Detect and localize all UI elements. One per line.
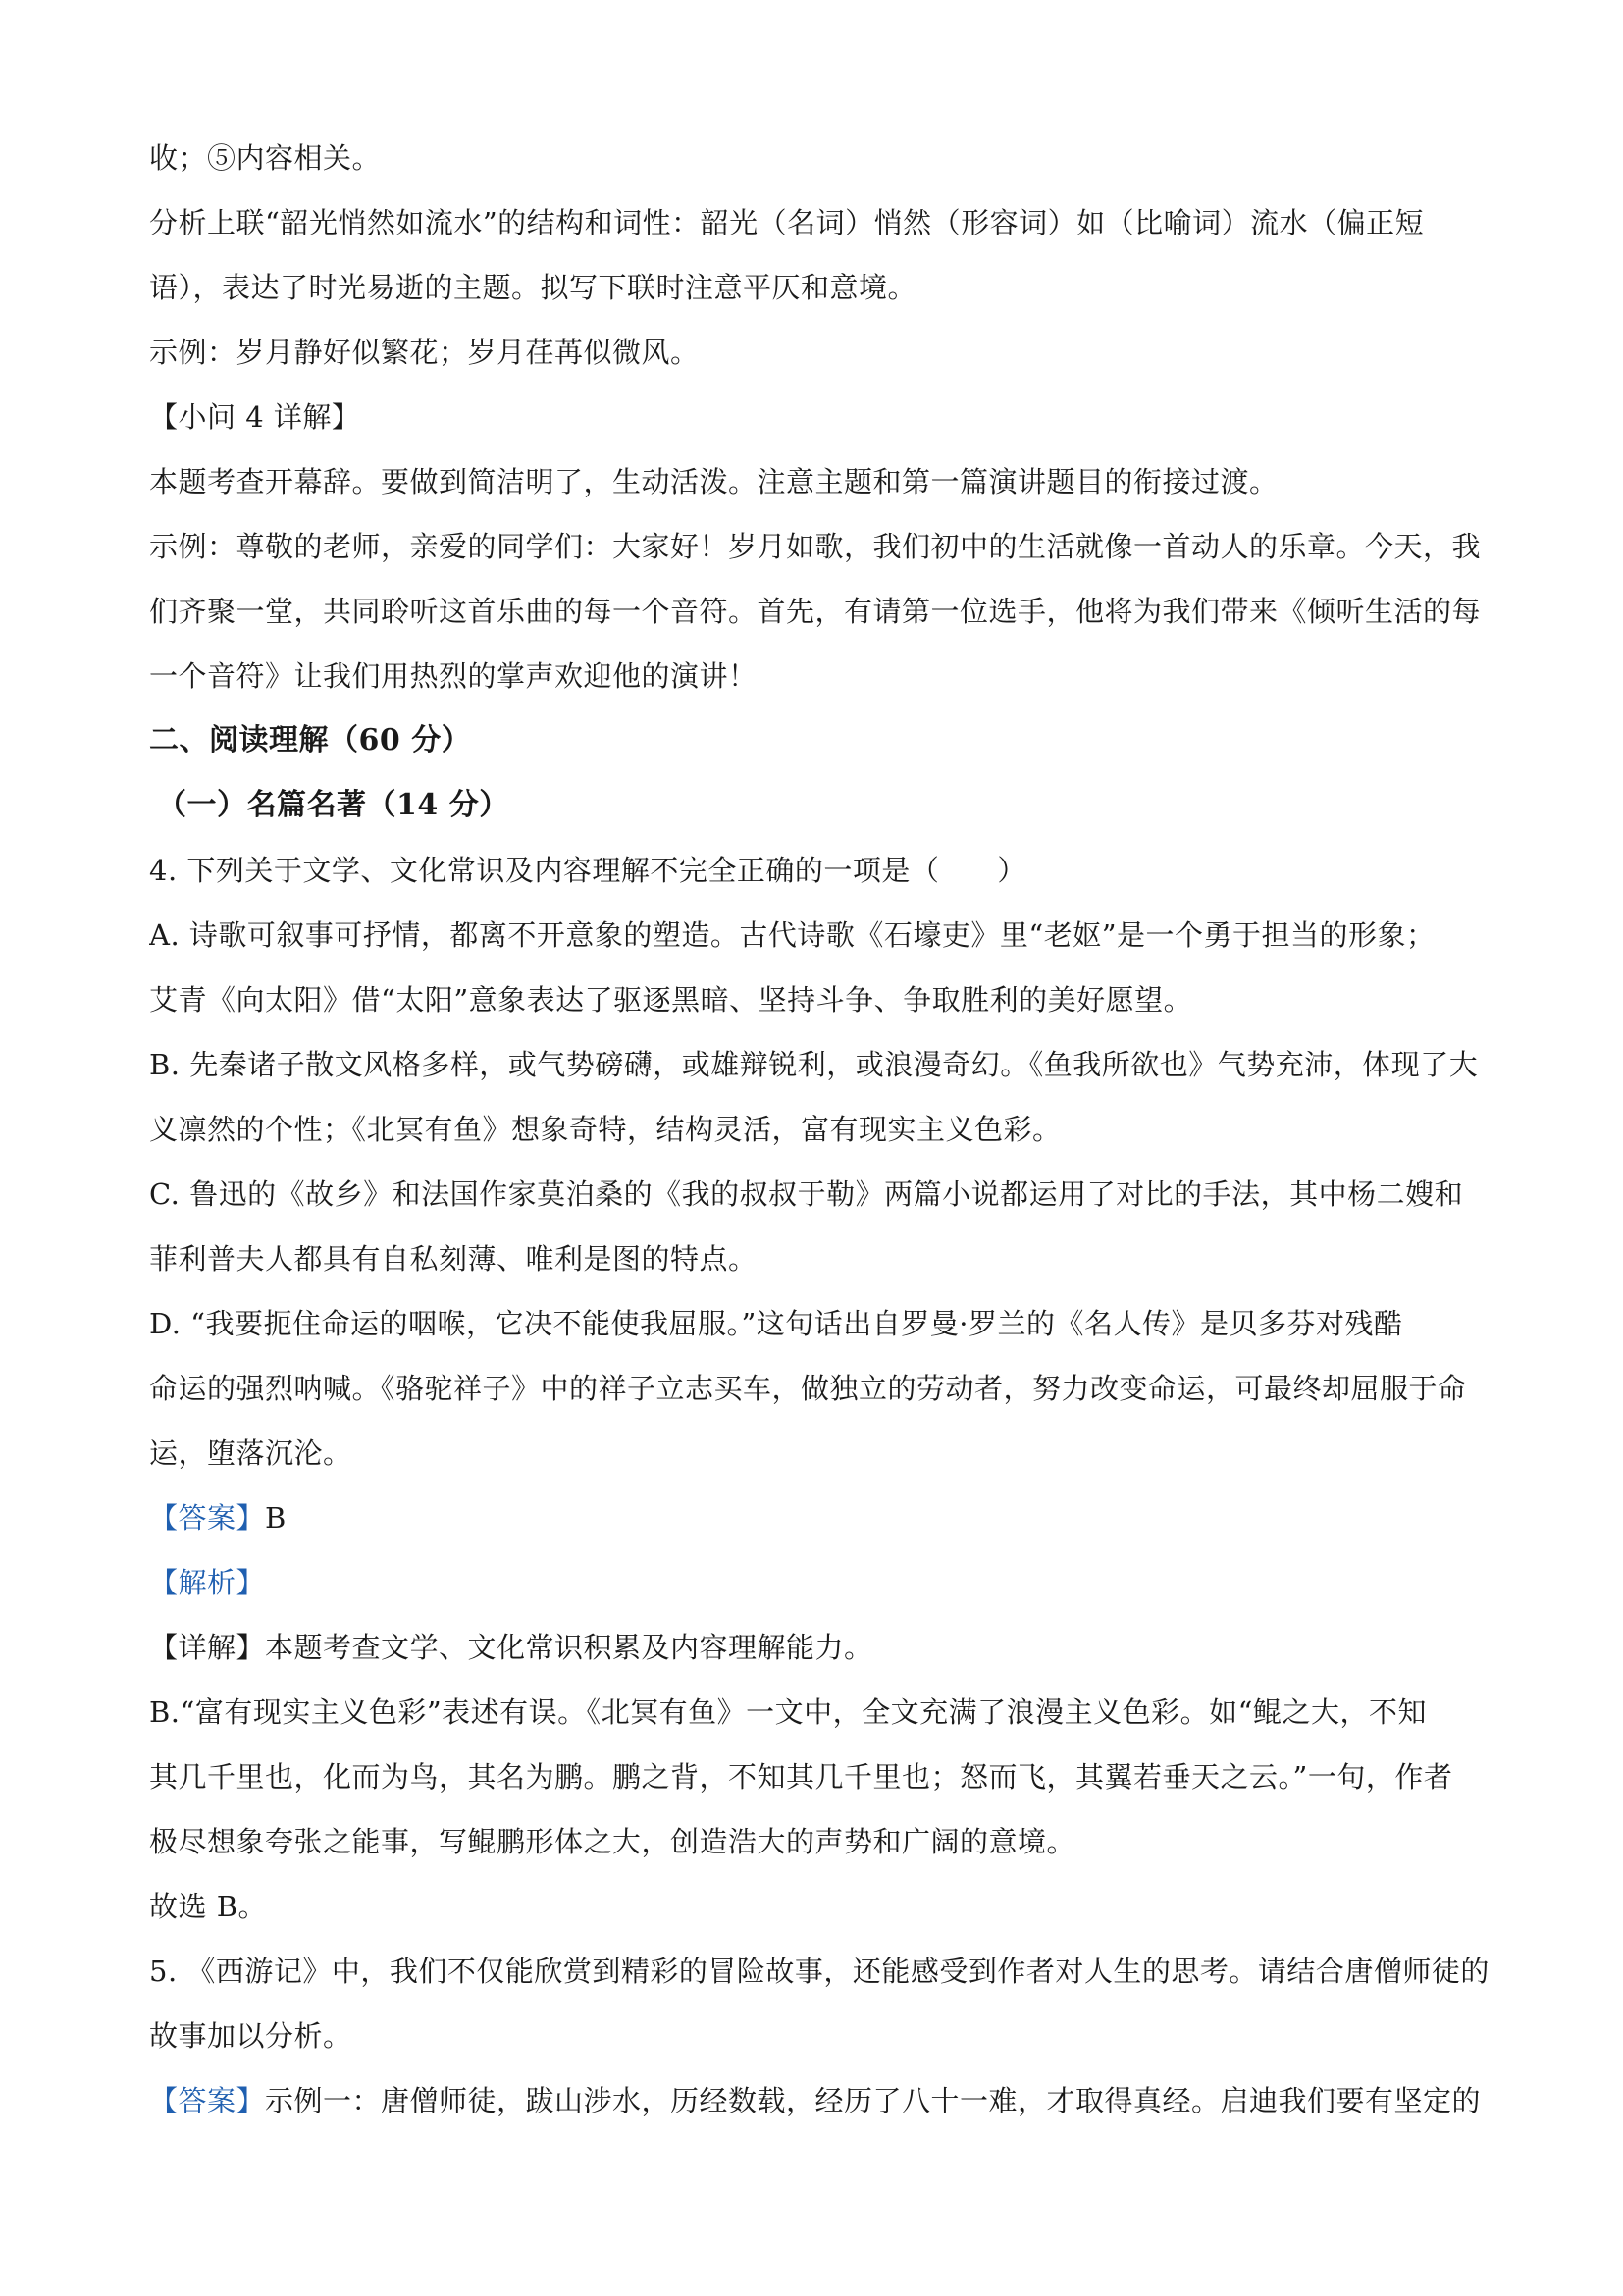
example-line: 示例：岁月静好似繁花；岁月荏苒似微风。 <box>149 336 700 369</box>
detail-text: 本题考查文学、文化常识积累及内容理解能力。 <box>265 1631 873 1664</box>
subsection-heading: （一）名篇名著（14 分） <box>157 788 509 822</box>
option-b-line: B. 先秦诸子散文风格多样，或气势磅礴，或雄辩锐利，或浪漫奇幻。《鱼我所欲也》气势充沛，体现了大 <box>149 1048 1479 1081</box>
section-heading: 二、阅读理解（60 分） <box>149 723 472 757</box>
question-5: 5. 《西游记》中，我们不仅能欣赏到精彩的冒险故事，还能感受到作者对人生的思考。请结合唐僧师徒的 <box>149 1955 1490 1988</box>
answer-value: B <box>265 1501 287 1535</box>
option-a-line: A. 诗歌可叙事可抒情，都离不开意象的塑造。古代诗歌《石壕吏》里“老妪”是一个勇于担当的形象； <box>149 918 1436 952</box>
explanation-line: 其几千里也，化而为鸟，其名为鹏。鹏之背，不知其几千里也；怒而飞，其翼若垂天之云。”一句，作者 <box>149 1760 1453 1794</box>
answer-line <box>149 1486 1493 1550</box>
option-c-line: C. 鲁迅的《故乡》和法国作家莫泊桑的《我的叔叔于勒》两篇小说都运用了对比的手法，其中杨二嫂和 <box>149 1177 1464 1211</box>
text-line: 们齐聚一堂，共同聆听这首乐曲的每一个音符。首先，有请第一位选手，他将为我们带来《倾听生活的每 <box>149 595 1482 628</box>
detail-tag: 【详解】 <box>149 1631 266 1664</box>
answer-line <box>149 2068 1493 2133</box>
example-line: 示例：尊敬的老师，亲爱的同学们：大家好！岁月如歌，我们初中的生活就像一首动人的乐章。今天，我 <box>149 530 1482 563</box>
text-line: 本题考查开幕辞。要做到简洁明了，生动活泼。注意主题和第一篇演讲题目的衔接过渡。 <box>149 465 1279 498</box>
explanation-line: 极尽想象夸张之能事，写鲲鹏形体之大，创造浩大的声势和广阔的意境。 <box>149 1825 1076 1858</box>
explanation-line: B.“富有现实主义色彩”表述有误。《北冥有鱼》一文中，全文充满了浪漫主义色彩。如“鲲之大，不知 <box>149 1696 1428 1729</box>
detail-line <box>149 1615 1493 1680</box>
option-c-line: 菲利普夫人都具有自私刻薄、唯利是图的特点。 <box>149 1242 758 1276</box>
answer-tag: 【答案】 <box>149 1501 266 1535</box>
question-4: 4. 下列关于文学、文化常识及内容理解不完全正确的一项是（ ） <box>149 854 1026 887</box>
text-line: 一个音符》让我们用热烈的掌声欢迎他的演讲！ <box>149 659 758 693</box>
question-5: 故事加以分析。 <box>149 2019 352 2053</box>
analysis-line <box>149 1550 1493 1615</box>
option-d-line: 运，堕落沉沦。 <box>149 1436 352 1470</box>
option-b-line: 义凛然的个性；《北冥有鱼》想象奇特，结构灵活，富有现实主义色彩。 <box>149 1113 1062 1146</box>
conclusion-line: 故选 B。 <box>149 1890 268 1923</box>
subquestion-label: 【小问 4 详解】 <box>149 400 361 434</box>
document-body <box>149 126 1493 2133</box>
option-a-line: 艾青《向太阳》借“太阳”意象表达了驱逐黑暗、坚持斗争、争取胜利的美好愿望。 <box>149 983 1193 1017</box>
text-line: 语），表达了时光易逝的主题。拟写下联时注意平仄和意境。 <box>149 271 917 304</box>
answer-tag: 【答案】 <box>149 2084 266 2117</box>
text-line: 分析上联“韶光悄然如流水”的结构和词性：韶光（名词）悄然（形容词）如（比喻词）流水（偏正短 <box>149 206 1425 239</box>
text-line: 收；⑤内容相关。 <box>149 141 382 175</box>
answer-text: 示例一：唐僧师徒，跋山涉水，历经数载，经历了八十一难，才取得真经。启迪我们要有坚定的 <box>265 2084 1482 2117</box>
option-d-line: D. “我要扼住命运的咽喉，它决不能使我屈服。”这句话出自罗曼·罗兰的《名人传》是贝多芬对残酷 <box>149 1307 1403 1340</box>
option-d-line: 命运的强烈呐喊。《骆驼祥子》中的祥子立志买车，做独立的劳动者，努力改变命运，可最终却屈服于命 <box>149 1372 1467 1405</box>
analysis-tag: 【解析】 <box>149 1566 266 1599</box>
